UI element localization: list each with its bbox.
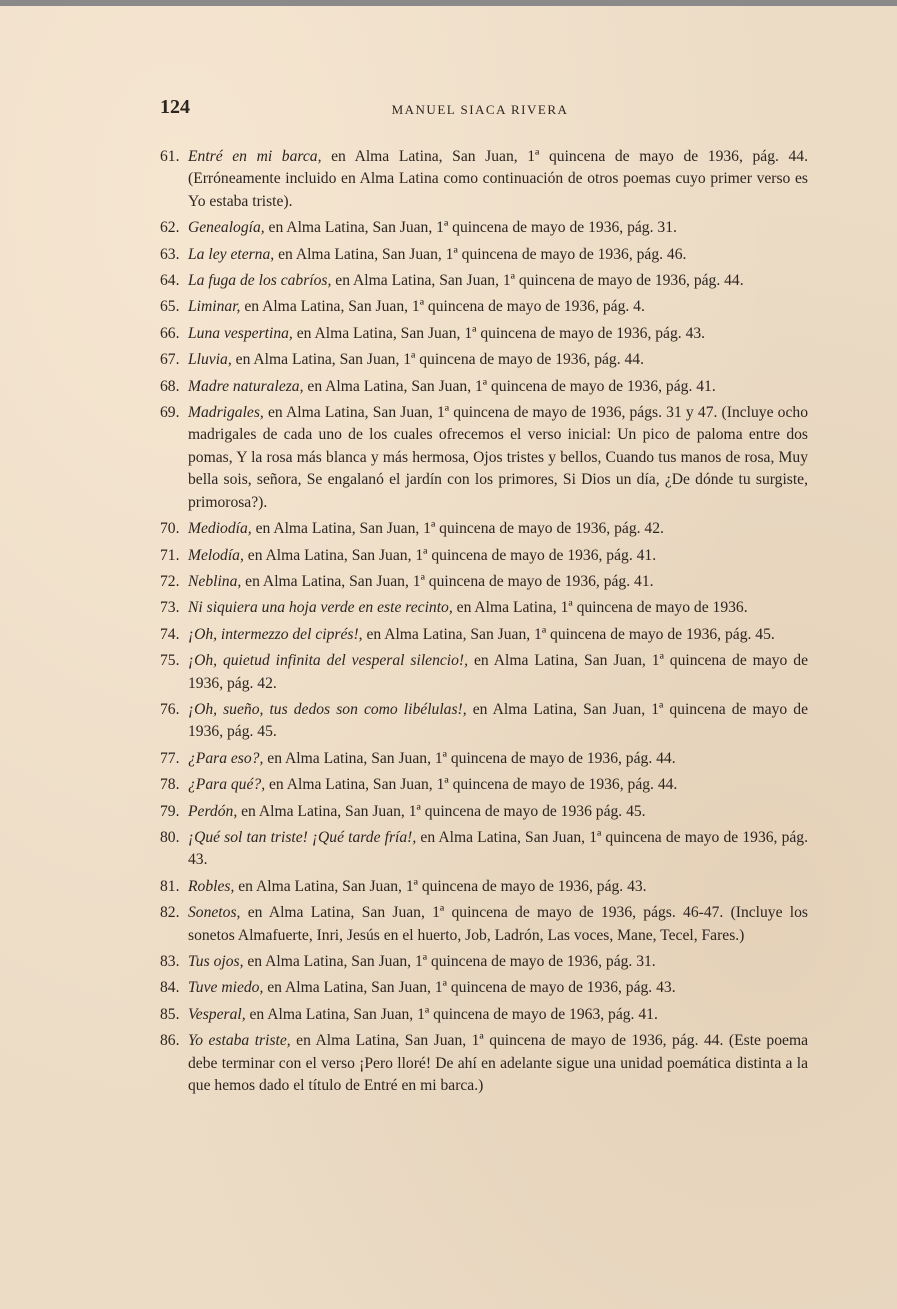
- list-item: [160, 748, 808, 770]
- list-item: [160, 1004, 808, 1026]
- list-item: [160, 951, 808, 973]
- list-item: [160, 349, 808, 371]
- entry-title: Lluvia,: [188, 351, 232, 369]
- entry-text: en Alma Latina, San Juan, 1ª quincena de mayo de 1936, pág. 43.: [188, 828, 808, 869]
- list-item: [160, 902, 808, 947]
- entry-title: La ley eterna,: [188, 245, 275, 263]
- entry-number: 83.: [160, 953, 180, 970]
- entry-number: 71.: [160, 546, 180, 564]
- entry-title: Liminar,: [188, 298, 241, 316]
- list-item: [160, 323, 808, 345]
- entry-text: en Alma Latina, San Juan, 1ª quincena de mayo de 1936, pág. 46.: [274, 245, 687, 263]
- entry-text: en Alma Latina, San Juan, 1ª quincena de mayo de 1936, pág. 4.: [240, 298, 645, 316]
- entry-text: en Alma Latina, San Juan, 1ª quincena de mayo de 1936, pág. 44. (Erróneamente incluido en Alma Latina como continuación de otros poemas cuyo primer verso es Yo estaba triste).: [188, 148, 808, 210]
- list-item: [160, 650, 808, 695]
- entry-title: Madre naturaleza,: [188, 377, 304, 395]
- entry-number: 85.: [160, 1005, 180, 1023]
- entry-number: 67.: [160, 351, 180, 369]
- entry-number: 79.: [160, 802, 180, 820]
- entry-title: Madrigales,: [188, 404, 264, 422]
- entry-number: 73.: [160, 599, 180, 617]
- list-item: [160, 296, 808, 318]
- entry-title: La fuga de los cabríos,: [188, 272, 332, 290]
- entry-text: en Alma Latina, San Juan, 1ª quincena de mayo de 1936, pág. 31.: [243, 953, 656, 970]
- entry-number: 61.: [160, 148, 180, 165]
- entry-title: Luna vespertina,: [188, 324, 293, 342]
- list-item: [160, 1030, 808, 1097]
- entry-number: 78.: [160, 776, 180, 794]
- entry-number: 74.: [160, 625, 180, 643]
- entry-title: Yo estaba triste,: [188, 1032, 291, 1050]
- entry-text: en Alma Latina, San Juan, 1ª quincena de mayo de 1936, pág. 41.: [241, 572, 654, 590]
- entry-title: Perdón,: [188, 802, 238, 820]
- list-item: [160, 217, 808, 239]
- entry-text: en Alma Latina, San Juan, 1ª quincena de mayo de 1936, pág. 45.: [362, 625, 775, 643]
- entry-title: ¿Para qué?,: [188, 776, 266, 794]
- entry-title: Ni siquiera una hoja verde en este recinto,: [188, 599, 453, 617]
- entry-number: 86.: [160, 1032, 180, 1050]
- entry-title: Neblina,: [188, 572, 242, 590]
- list-item: [160, 774, 808, 796]
- list-item: [160, 624, 808, 646]
- entry-number: 77.: [160, 749, 180, 767]
- entry-text: en Alma Latina, San Juan, 1ª quincena de mayo de 1936, pág. 44.: [331, 272, 744, 290]
- entry-number: 82.: [160, 904, 180, 922]
- list-item: [160, 801, 808, 823]
- entry-title: Genealogía,: [188, 219, 265, 237]
- list-item: [160, 270, 808, 292]
- entry-text: en Alma Latina, San Juan, 1ª quincena de mayo de 1936, pág. 42.: [251, 520, 664, 538]
- entry-text: en Alma Latina, San Juan, 1ª quincena de mayo de 1936, pág. 42.: [188, 652, 808, 692]
- entry-number: 66.: [160, 324, 180, 342]
- entry-text: en Alma Latina, San Juan, 1ª quincena de mayo de 1936, pág. 43.: [263, 979, 676, 997]
- entry-text: en Alma Latina, San Juan, 1ª quincena de mayo de 1936 pág. 45.: [237, 802, 646, 820]
- entry-number: 72.: [160, 572, 180, 590]
- entry-title: Mediodía,: [188, 520, 252, 538]
- entry-text: en Alma Latina, San Juan, 1ª quincena de mayo de 1936, pág. 43.: [234, 877, 647, 895]
- entry-title: Vesperal,: [188, 1005, 246, 1023]
- entry-title: Robles,: [188, 877, 235, 895]
- entry-title: Melodía,: [188, 546, 244, 564]
- entry-text: en Alma Latina, San Juan, 1ª quincena de mayo de 1963, pág. 41.: [245, 1005, 658, 1023]
- list-item: [160, 597, 808, 619]
- list-item: [160, 977, 808, 999]
- list-item: [160, 376, 808, 398]
- entry-title: Tus ojos,: [188, 953, 244, 970]
- list-item: [160, 244, 808, 266]
- entry-title: Sonetos,: [188, 904, 241, 922]
- entry-text: en Alma Latina, San Juan, 1ª quincena de mayo de 1936, pág. 41.: [303, 377, 716, 395]
- list-item: [160, 146, 808, 213]
- entry-number: 84.: [160, 979, 180, 997]
- entry-title: Tuve miedo,: [188, 979, 264, 997]
- entry-title: ¡Oh, intermezzo del ciprés!,: [188, 625, 363, 643]
- entry-text: en Alma Latina, 1ª quincena de mayo de 1936.: [452, 599, 748, 617]
- entry-number: 76.: [160, 700, 180, 718]
- bibliography-list: [160, 146, 808, 1101]
- list-item: [160, 699, 808, 744]
- entry-number: 81.: [160, 877, 180, 895]
- entry-text: en Alma Latina, San Juan, 1ª quincena de mayo de 1936, pág. 44. (Este poema debe terminar con el verso ¡Pero lloré! De ahí en adelante sigue una unidad poemática distinta a la que hemos dado el título de Entré en mi barca.): [188, 1032, 808, 1095]
- entry-number: 75.: [160, 652, 180, 670]
- list-item: [160, 827, 808, 872]
- entry-number: 63.: [160, 245, 180, 263]
- entry-number: 62.: [160, 219, 180, 237]
- entry-title: ¡Oh, sueño, tus dedos son como libélulas!,: [188, 700, 467, 718]
- entry-text: en Alma Latina, San Juan, 1ª quincena de mayo de 1936, pág. 41.: [243, 546, 657, 564]
- entry-number: 64.: [160, 272, 180, 290]
- entry-text: en Alma Latina, San Juan, 1ª quincena de mayo de 1936, pág. 44.: [231, 351, 645, 369]
- entry-number: 70.: [160, 520, 180, 538]
- entry-text: en Alma Latina, San Juan, 1ª quincena de mayo de 1936, pág. 44.: [263, 749, 676, 767]
- list-item: [160, 402, 808, 514]
- entry-title: ¡Qué sol tan triste! ¡Qué tarde fría!,: [188, 828, 417, 846]
- list-item: [160, 518, 808, 540]
- entry-text: en Alma Latina, San Juan, 1ª quincena de mayo de 1936, pág. 45.: [188, 700, 808, 741]
- entry-text: en Alma Latina, San Juan, 1ª quincena de mayo de 1936, pág. 44.: [265, 776, 678, 794]
- entry-title: ¿Para eso?,: [188, 749, 264, 767]
- entry-number: 80.: [160, 828, 180, 846]
- entry-number: 68.: [160, 377, 180, 395]
- list-item: [160, 571, 808, 593]
- entry-title: ¡Oh, quietud infinita del vesperal silencio!,: [188, 652, 469, 670]
- page-top-edge: [0, 0, 897, 6]
- entry-number: 69.: [160, 404, 180, 422]
- entry-text: en Alma Latina, San Juan, 1ª quincena de mayo de 1936, págs. 31 y 47. (Incluye ocho madrigales de cada uno de los cuales ofrecemos el verso inicial: Un pico de paloma entre dos pomas, Y la rosa más blanca y más hermosa, Ojos tristes y bellos, Cuando tus manos de rosa, Muy bella sois, señora, Se engalanó el jardín con los primores, Si Dios un día, ¿De dónde tu surgiste, primorosa?).: [188, 404, 808, 511]
- page-number: 124: [160, 96, 190, 118]
- entry-text: en Alma Latina, San Juan, 1ª quincena de mayo de 1936, pág. 43.: [292, 324, 706, 342]
- entry-text: en Alma Latina, San Juan, 1ª quincena de mayo de 1936, págs. 46-47. (Incluye los sonetos Almafuerte, Inri, Jesús en el huerto, Job, Ladrón, Las voces, Mane, Tecel, Fares.): [188, 904, 808, 944]
- entry-title: Entré en mi barca,: [188, 148, 322, 165]
- list-item: [160, 545, 808, 567]
- page-header: [160, 96, 800, 126]
- list-item: [160, 876, 808, 898]
- entry-text: en Alma Latina, San Juan, 1ª quincena de mayo de 1936, pág. 31.: [264, 219, 677, 237]
- running-head: MANUEL SIACA RIVERA: [391, 102, 569, 117]
- entry-number: 65.: [160, 298, 180, 316]
